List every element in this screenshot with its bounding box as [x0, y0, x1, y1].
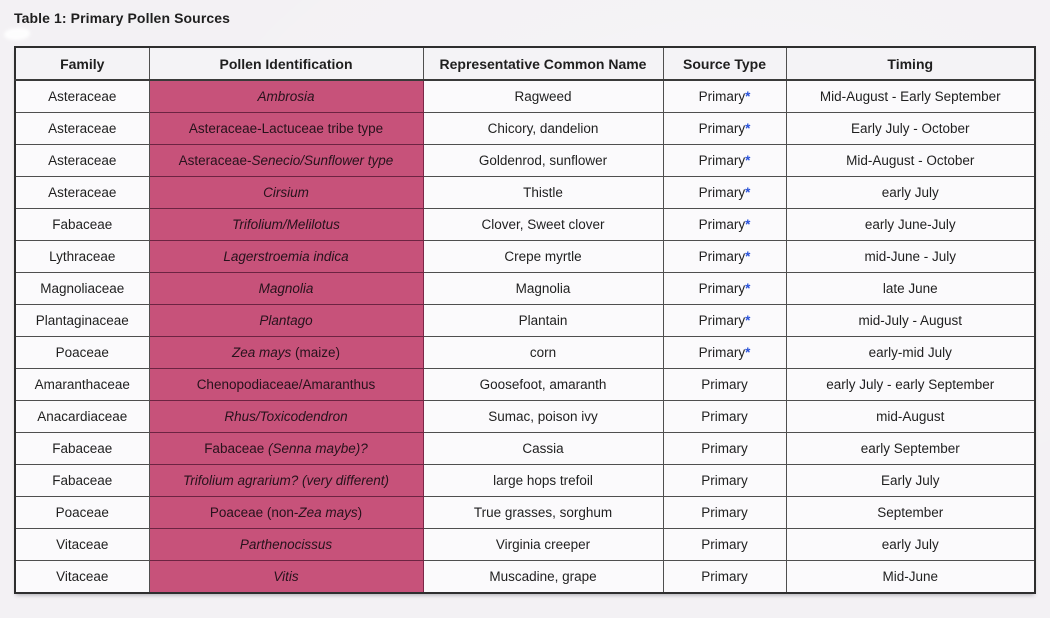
primary-asterisk: * — [745, 281, 751, 296]
source-type-cell — [663, 209, 786, 241]
source-type-label: Primary — [698, 217, 746, 232]
timing-cell: Mid-August - October — [786, 145, 1035, 177]
family-cell: Vitaceae — [15, 561, 149, 594]
table-row — [15, 337, 1035, 369]
timing-cell: early July — [786, 529, 1035, 561]
common-name-cell: Thistle — [423, 177, 663, 209]
table-row — [15, 241, 1035, 273]
timing-cell: September — [786, 497, 1035, 529]
source-type-label: Primary — [701, 505, 748, 520]
primary-asterisk: * — [745, 249, 751, 264]
timing-cell: early June-July — [786, 209, 1035, 241]
pollen-text-segment: Ambrosia — [257, 89, 315, 104]
pollen-text-segment: Fabaceae — [204, 441, 268, 456]
pollen-identification-cell — [149, 241, 423, 273]
pollen-text-segment: Parthenocissus — [239, 537, 333, 552]
timing-cell: late June — [786, 273, 1035, 305]
table-row — [15, 305, 1035, 337]
family-cell: Fabaceae — [15, 465, 149, 497]
pollen-identification-cell — [149, 305, 423, 337]
table-row — [15, 80, 1035, 113]
pollen-text-segment: Trifolium/Melilotus — [232, 217, 340, 232]
pollen-identification-cell — [149, 80, 423, 113]
primary-asterisk: * — [745, 217, 751, 232]
source-type-label: Primary — [698, 345, 746, 360]
source-type-cell — [663, 273, 786, 305]
family-cell: Anacardiaceae — [15, 401, 149, 433]
column-header: Pollen Identification — [149, 47, 423, 80]
family-cell: Amaranthaceae — [15, 369, 149, 401]
timing-cell: mid-June - July — [786, 241, 1035, 273]
family-cell: Magnoliaceae — [15, 273, 149, 305]
pollen-text-segment: Rhus/Toxicodendron — [224, 409, 348, 424]
table-row — [15, 529, 1035, 561]
family-cell: Vitaceae — [15, 529, 149, 561]
common-name-cell: Magnolia — [423, 273, 663, 305]
source-type-label: Primary — [698, 153, 746, 168]
scan-artifact — [4, 28, 30, 40]
source-type-label: Primary — [701, 441, 748, 456]
pollen-text-segment: (maize) — [291, 345, 341, 360]
table-row — [15, 561, 1035, 594]
common-name-cell: large hops trefoil — [423, 465, 663, 497]
pollen-text-segment: Asteraceae- — [178, 153, 252, 168]
source-type-label: Primary — [701, 569, 748, 584]
primary-asterisk: * — [745, 185, 751, 200]
column-header: Family — [15, 47, 149, 80]
timing-cell: Early July - October — [786, 113, 1035, 145]
timing-cell: Mid-August - Early September — [786, 80, 1035, 113]
pollen-text-segment: Magnolia — [258, 281, 314, 296]
timing-cell: early July - early September — [786, 369, 1035, 401]
source-type-cell — [663, 561, 786, 594]
source-type-label: Primary — [698, 89, 746, 104]
table-row — [15, 433, 1035, 465]
table-row — [15, 497, 1035, 529]
pollen-text-segment: ) — [357, 505, 363, 520]
source-type-cell — [663, 433, 786, 465]
pollen-identification-cell — [149, 529, 423, 561]
pollen-identification-cell — [149, 369, 423, 401]
table-row — [15, 113, 1035, 145]
pollen-text-segment: Zea mays — [298, 505, 358, 520]
family-cell: Fabaceae — [15, 209, 149, 241]
source-type-cell — [663, 80, 786, 113]
pollen-identification-cell — [149, 433, 423, 465]
pollen-text-segment: Lagerstroemia indica — [223, 249, 349, 264]
pollen-identification-cell — [149, 177, 423, 209]
common-name-cell: Plantain — [423, 305, 663, 337]
family-cell: Asteraceae — [15, 113, 149, 145]
source-type-cell — [663, 177, 786, 209]
source-type-cell — [663, 337, 786, 369]
pollen-identification-cell — [149, 465, 423, 497]
primary-asterisk: * — [745, 345, 751, 360]
source-type-label: Primary — [701, 537, 748, 552]
source-type-label: Primary — [698, 249, 746, 264]
pollen-identification-cell — [149, 497, 423, 529]
table-row — [15, 369, 1035, 401]
family-cell: Lythraceae — [15, 241, 149, 273]
pollen-identification-cell — [149, 145, 423, 177]
pollen-text-segment: Cirsium — [263, 185, 309, 200]
pollen-identification-cell — [149, 113, 423, 145]
timing-cell: Mid-June — [786, 561, 1035, 594]
family-cell: Poaceae — [15, 337, 149, 369]
table-title: Table 1: Primary Pollen Sources — [14, 10, 231, 26]
pollen-text-segment: (Senna maybe)? — [267, 441, 368, 456]
source-type-label: Primary — [698, 121, 746, 136]
family-cell: Asteraceae — [15, 177, 149, 209]
pollen-identification-cell — [149, 401, 423, 433]
source-type-cell — [663, 529, 786, 561]
timing-cell: Early July — [786, 465, 1035, 497]
common-name-cell: Cassia — [423, 433, 663, 465]
common-name-cell: Sumac, poison ivy — [423, 401, 663, 433]
common-name-cell: Clover, Sweet clover — [423, 209, 663, 241]
source-type-cell — [663, 145, 786, 177]
pollen-identification-cell — [149, 561, 423, 594]
pollen-text-segment: Chenopodiaceae/Amaranthus — [196, 377, 376, 392]
source-type-cell — [663, 465, 786, 497]
pollen-identification-cell — [149, 273, 423, 305]
common-name-cell: Muscadine, grape — [423, 561, 663, 594]
source-type-cell — [663, 497, 786, 529]
source-type-label: Primary — [701, 473, 748, 488]
table-row — [15, 177, 1035, 209]
timing-cell: mid-August — [786, 401, 1035, 433]
pollen-text-segment: Plantago — [259, 313, 313, 328]
common-name-cell: corn — [423, 337, 663, 369]
column-header: Representative Common Name — [423, 47, 663, 80]
source-type-cell — [663, 401, 786, 433]
source-type-label: Primary — [701, 377, 748, 392]
pollen-identification-cell — [149, 337, 423, 369]
timing-cell: early September — [786, 433, 1035, 465]
pollen-sources-table — [14, 46, 1036, 594]
source-type-label: Primary — [698, 281, 746, 296]
source-type-label: Primary — [698, 313, 746, 328]
table-row — [15, 465, 1035, 497]
common-name-cell: Ragweed — [423, 80, 663, 113]
common-name-cell: Chicory, dandelion — [423, 113, 663, 145]
family-cell: Fabaceae — [15, 433, 149, 465]
timing-cell: early-mid July — [786, 337, 1035, 369]
header-row — [15, 47, 1035, 80]
table-row — [15, 209, 1035, 241]
table-row — [15, 401, 1035, 433]
primary-asterisk: * — [745, 153, 751, 168]
table-row — [15, 273, 1035, 305]
common-name-cell: Goosefoot, amaranth — [423, 369, 663, 401]
common-name-cell: True grasses, sorghum — [423, 497, 663, 529]
family-cell: Plantaginaceae — [15, 305, 149, 337]
primary-asterisk: * — [745, 313, 751, 328]
family-cell: Asteraceae — [15, 80, 149, 113]
common-name-cell: Goldenrod, sunflower — [423, 145, 663, 177]
source-type-cell — [663, 369, 786, 401]
primary-asterisk: * — [745, 89, 751, 104]
source-type-cell — [663, 241, 786, 273]
timing-cell: mid-July - August — [786, 305, 1035, 337]
source-type-cell — [663, 113, 786, 145]
source-type-label: Primary — [701, 409, 748, 424]
pollen-text-segment: Senecio/Sunflower type — [251, 153, 394, 168]
column-header: Timing — [786, 47, 1035, 80]
source-type-cell — [663, 305, 786, 337]
pollen-text-segment: Poaceae (non- — [209, 505, 299, 520]
column-header: Source Type — [663, 47, 786, 80]
pollen-text-segment: Vitis — [273, 569, 299, 584]
common-name-cell: Crepe myrtle — [423, 241, 663, 273]
pollen-identification-cell — [149, 209, 423, 241]
table-row — [15, 145, 1035, 177]
source-type-label: Primary — [698, 185, 746, 200]
pollen-text-segment: Zea mays — [231, 345, 292, 360]
pollen-text-segment: Asteraceae-Lactuceae tribe type — [188, 121, 384, 136]
family-cell: Poaceae — [15, 497, 149, 529]
timing-cell: early July — [786, 177, 1035, 209]
pollen-text-segment: Trifolium agrarium? (very different) — [182, 473, 390, 488]
family-cell: Asteraceae — [15, 145, 149, 177]
primary-asterisk: * — [745, 121, 751, 136]
common-name-cell: Virginia creeper — [423, 529, 663, 561]
